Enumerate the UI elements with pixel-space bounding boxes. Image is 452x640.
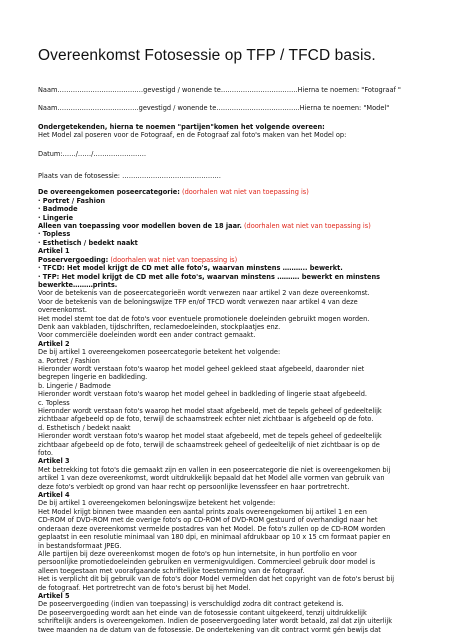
category-topless: · Topless — [38, 230, 71, 239]
article-4-body: De bij artikel 1 overeengekomen beloningswijze betekent het volgende: Het Model krijgt binnen twee maanden een aantal prints zoals overeengekomen bij artikel 1 en een CD-ROM of DVD-ROM met de overige foto's op CD-ROM of DVD-ROM gestuurd of overhandigd naar het onderaan deze overeenkomst vermelde postadres van het Model. De foto's zullen op de CD-ROM worden geplaatst in een resolutie minimaal van 180 dpi, en minimaal afdrukbaar op 10 x 15 cm formaat papier en in bestandsformaat JPEG. Alle partijen bij deze overeenkomst mogen de foto's op hun internetsite, in hun portfolio en voor persoonlijke promotiedoeleinden gebruiken en vermenigvuldigen. Commercieel gebruik door model is alleen toegestaan met voorafgaande schriftelijke toestemming van de fotograaf. Het is verplicht dit bij gebruik van de foto's door Model vermelden dat het copyright van de foto's berust bij de fotograaf. Het portretrecht van de foto's berust bij het Model. — [38, 499, 395, 592]
category-lingerie: · Lingerie — [38, 213, 74, 222]
agreement-heading: Ondergetekenden, hierna te noemen "partijen"komen het volgende overeen: — [38, 122, 325, 131]
date-line: Datum:……/……/…………………… — [38, 149, 147, 158]
article-1-body: Voor de betekenis van de poseercategorieën wordt verwezen naar artikel 2 van deze overeenkomst. Voor de betekenis van de beloningswijze TFP en/of TFCD wordt verwezen naar artikel 4 van deze overeenkomst. Het model stemt toe dat de foto's voor eventuele promotionele doeleinden gebruikt mogen worden. Denk aan vakbladen, tijdschriften, reclamedoeleinden, stockplaatjes enz. Voor commerciële doeleinden wordt een ander contract gemaakt. — [38, 289, 370, 340]
party-fotograaf-line: Naam…………………………………gevestigd / wonende te……………………………..Hierna te noemen: "Fotograaf " — [38, 86, 401, 94]
article-4-heading: Artikel 4 — [38, 491, 70, 500]
document-title: Overeenkomst Fotosessie op TFP / TFCD basis. — [38, 47, 376, 64]
article-5-heading: Artikel 5 — [38, 591, 70, 600]
category-badmode: · Badmode — [38, 205, 78, 214]
category-portret: · Portret / Fashion — [38, 196, 106, 205]
intro-text: Het Model zal poseren voor de Fotograaf, en de Fotograaf zal foto's maken van het Model op: — [38, 131, 347, 140]
tfcd-option: · TFCD: Het model krijgt de CD met alle foto's, waarvan minstens ……….. bewerkt. — [38, 264, 343, 273]
article-1-heading: Artikel 1 — [38, 247, 70, 256]
strike-note-2: (doorhalen wat niet van toepassing is) — [241, 222, 371, 231]
category-esthetisch: · Esthetisch / bedekt naakt — [38, 238, 138, 247]
article-2-body: De bij artikel 1 overeengekomen poseercategorie betekent het volgende: a. Portret / Fashion Hieronder wordt verstaan foto's waarop het model geheel gekleed staat afgebeeld, daaronder niet begrepen lingerie en badkleding. b. Lingerie / Badmode Hieronder wordt verstaan foto's waarop het model geheel in badkleding of lingerie staat afgebeeld. c. Topless Hieronder wordt verstaan foto's waarop het model staat afgebeeld, met de tepels geheel of gedeeltelijk zichtbaar afgebeeld op de foto, terwijl de schaamstreek echter niet zichtbaar is afgebeeld op de foto. d. Esthetisch / bedekt naakt Hieronder wordt verstaan foto's waarop het model staat afgebeeld, met de tepels geheel of gedeeltelijk zichtbaar afgebeeld op de foto, terwijl de schaamstreek geheel of gedeeltelijk of niet zichtbaar is op de foto. — [38, 348, 382, 458]
tfp-option: · TFP: Het model krijgt de CD met alle foto's, waarvan minstens ………. bewerkt en minstens — [38, 272, 381, 281]
tfp-option-cont: bewerkte………prints. — [38, 280, 118, 289]
strike-note: (doorhalen wat niet van toepassing is) — [179, 188, 309, 197]
fee-label: Poseervergoeding: — [38, 255, 109, 264]
category-label: De overeengekomen poseercategorie: — [38, 188, 180, 197]
article-3-heading: Artikel 3 — [38, 457, 70, 466]
article-5-body: De poseervergoeding (indien van toepassing) is verschuldigd zodra dit contract getekend is. De poseervergoeding wordt aan het einde van de fotosessie contant uitgekeerd, tenzij uitdrukkelijk schriftelijk anders is overeengekomen. Indien de poseervergoeding later wordt betaald, zal dat zijn uiterlijk twee maanden na de datum van de fotosessie. De ondertekening van dit contract vormt gén bewijs dat — [38, 600, 393, 634]
party-model-line: Naam……………………………….gevestigd / wonende te………………………………..Hierna te noemen: "Model" — [38, 104, 390, 113]
article-3-body: Met betrekking tot foto's die gemaakt zijn en vallen in een poseercategorie die niet is overeengekomen bij artikel 1 van deze overeenkomst, wordt uitdrukkelijk bepaald dat het Model alle vormen van gebruik van deze foto's verbiedt op grond van haar recht op persoonlijke levenssfeer en haar portretrecht. — [38, 465, 391, 491]
article-2-heading: Artikel 2 — [38, 339, 70, 348]
age-note: Alleen van toepassing voor modellen boven de 18 jaar. — [38, 222, 242, 231]
strike-note-3: (doorhalen wat niet van toepassing is) — [108, 255, 238, 264]
location-line: Plaats van de fotosessie: ……………………………………… — [38, 172, 222, 181]
